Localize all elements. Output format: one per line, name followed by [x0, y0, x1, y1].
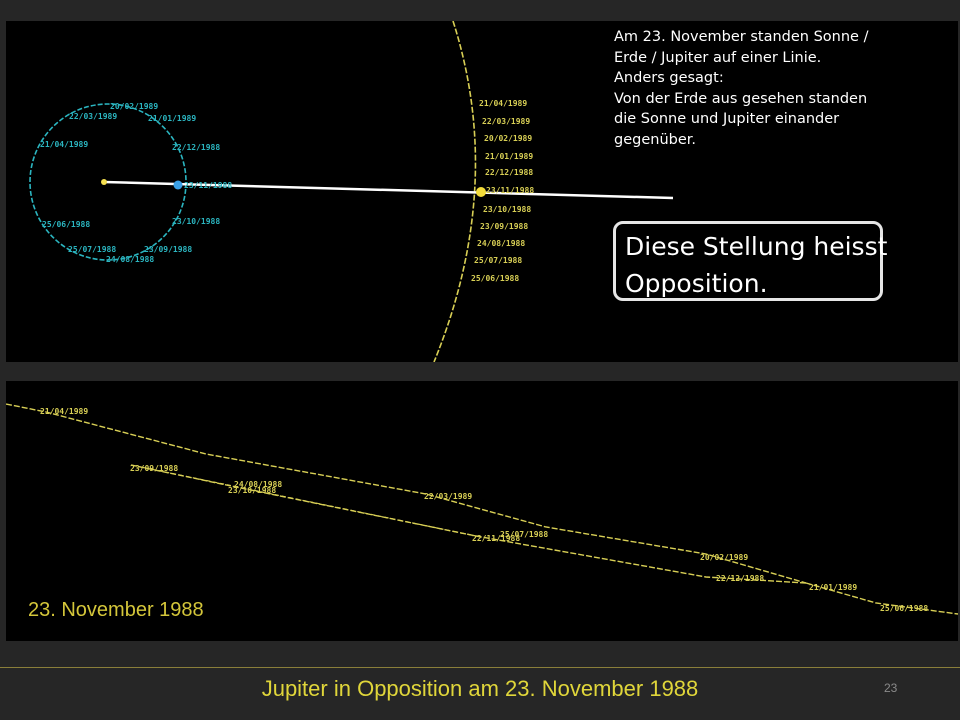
explanation-line: gegenüber.	[614, 131, 696, 148]
earth-date-label: 23/10/1988	[172, 217, 221, 226]
jupiter-date-label: 23/11/1988	[486, 186, 535, 195]
earth-date-label: 22/12/1988	[172, 143, 221, 152]
earth-date-label: 24/08/1988	[106, 255, 155, 264]
path-date-label: 21/04/1989	[40, 407, 89, 416]
jupiter-date-label: 20/02/1989	[484, 134, 533, 143]
earth-marker	[174, 181, 183, 190]
callout-line: Opposition.	[625, 269, 768, 298]
path-date-label: 23/09/1988	[130, 464, 179, 473]
earth-date-label: 21/04/1989	[40, 140, 89, 149]
path-date-label: 23/10/1988	[228, 486, 277, 495]
path-date-label: 25/06/1988	[880, 604, 929, 613]
explanation-line: Erde / Jupiter auf einer Linie.	[614, 49, 822, 66]
earth-date-label: 22/03/1989	[69, 112, 118, 121]
earth-date-label: 20/02/1989	[110, 102, 159, 111]
jupiter-date-label: 25/06/1988	[471, 274, 520, 283]
path-date-label: 20/02/1989	[700, 553, 749, 562]
earth-date-label: 25/06/1988	[42, 220, 91, 229]
explanation-line: die Sonne und Jupiter einander	[614, 111, 840, 127]
orbit-diagram-panel	[6, 21, 958, 362]
jupiter-date-label: 21/04/1989	[479, 99, 528, 108]
footer-divider	[0, 667, 960, 668]
path-date-label: 22/03/1989	[424, 492, 473, 501]
earth-date-label: 21/01/1989	[148, 114, 197, 123]
explanation-line: Von der Erde aus gesehen standen	[614, 90, 868, 107]
jupiter-date-label: 25/07/1988	[474, 256, 523, 265]
jupiter-date-label: 22/03/1989	[482, 117, 531, 126]
path-date-label: 24/08/1988	[234, 480, 283, 489]
opposition-callout	[613, 221, 888, 301]
explanation-line: Anders gesagt:	[614, 70, 724, 86]
jupiter-date-label: 24/08/1988	[477, 239, 526, 248]
date-caption: 23. November 1988	[28, 599, 204, 621]
explanation-line: Am 23. November standen Sonne /	[614, 29, 869, 45]
path-date-label: 21/01/1989	[809, 583, 858, 592]
earth-date-label: 23/11/1988	[184, 181, 233, 190]
path-date-label: 25/07/1988	[500, 530, 549, 539]
earth-date-label: 25/07/1988	[68, 245, 117, 254]
slide-title: Jupiter in Opposition am 23. November 1988	[261, 676, 699, 701]
path-date-label: 22/12/1988	[716, 574, 765, 583]
jupiter-date-label: 21/01/1989	[485, 152, 534, 161]
callout-line: Diese Stellung heisst	[625, 232, 888, 261]
sun-marker	[101, 179, 107, 185]
jupiter-date-label: 22/12/1988	[485, 168, 534, 177]
path-date-label: 22/11/1988	[472, 534, 521, 543]
earth-date-label: 23/09/1988	[144, 245, 193, 254]
jupiter-date-label: 23/10/1988	[483, 205, 532, 214]
jupiter-path-panel	[6, 381, 958, 641]
explanation-text	[614, 27, 914, 150]
jupiter-path-upper	[6, 404, 806, 583]
jupiter-path-lower	[131, 465, 806, 583]
page-number: 23	[884, 681, 898, 695]
jupiter-marker	[476, 187, 486, 197]
jupiter-date-label: 23/09/1988	[480, 222, 529, 231]
